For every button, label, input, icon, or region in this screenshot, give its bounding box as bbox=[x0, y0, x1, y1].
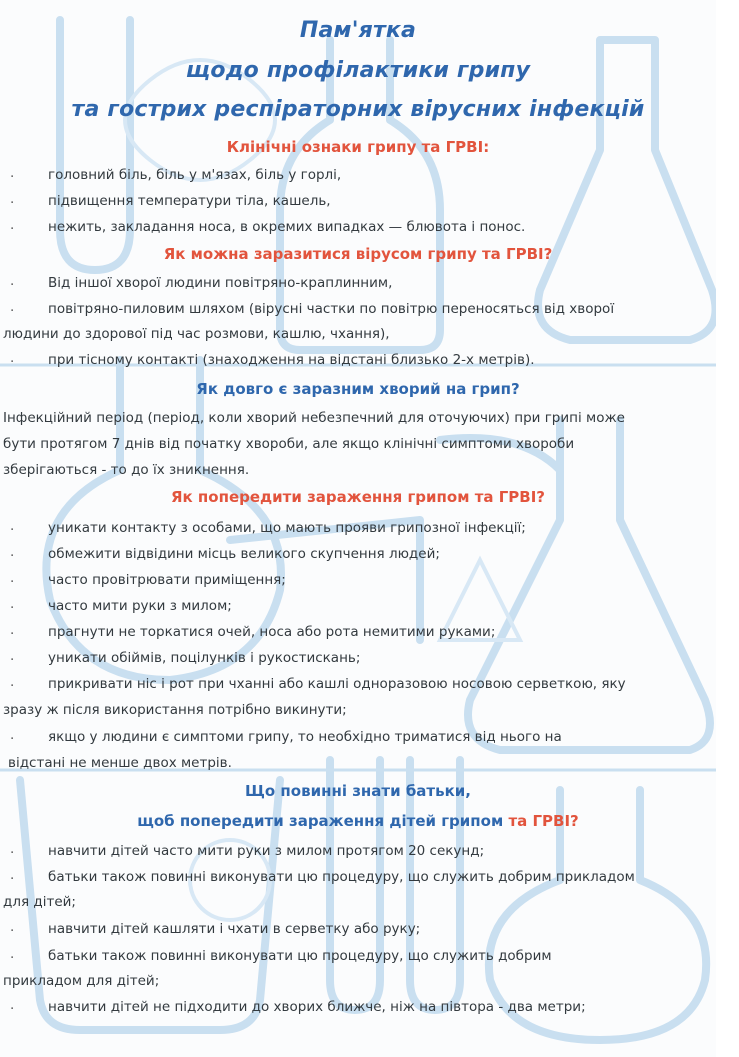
infection-item: повітряно-пиловим шляхом (вірусні частки по повітрю переносяться від хворої bbox=[48, 301, 615, 317]
prevention-item-continuation: відстані не менше двох метрів. bbox=[8, 755, 232, 771]
bullet: · bbox=[10, 574, 15, 590]
bullet: · bbox=[10, 548, 15, 564]
parents-item: навчити дітей не підходити до хворих ближче, ніж на півтора - два метри; bbox=[48, 999, 586, 1015]
heading-symptoms: Клінічні ознаки грипу та ГРВІ: bbox=[226, 138, 490, 156]
period-text-line: Інфекційний період (період, коли хворий небезпечний для оточуючих) при грипі може bbox=[3, 410, 625, 426]
bullet: · bbox=[10, 652, 15, 668]
infection-item-continuation: людини до здорової під час розмови, кашлю, чхання), bbox=[3, 326, 390, 342]
infection-item: Від іншої хворої людини повітряно-краплинним, bbox=[48, 275, 393, 291]
bullet: · bbox=[10, 731, 15, 747]
prevention-item: прагнути не торкатися очей, носа або рота немитими руками; bbox=[48, 624, 496, 640]
heading-parents-2 bbox=[0, 812, 716, 830]
page-margin bbox=[716, 0, 739, 1057]
heading-parents-2-blue: щоб попередити зараження дітей грипом bbox=[137, 812, 504, 830]
prevention-item: часто провітрювати приміщення; bbox=[48, 572, 286, 588]
parents-item-continuation: для дітей; bbox=[3, 894, 76, 910]
bullet: · bbox=[10, 626, 15, 642]
heading-parents-2-red: та ГРВІ? bbox=[503, 812, 579, 830]
bullet: · bbox=[10, 923, 15, 939]
symptom-item: головний біль, біль у м'язах, біль у горлі, bbox=[48, 167, 342, 183]
bullet: · bbox=[10, 277, 15, 293]
heading-period: Як довго є заразним хворий на грип? bbox=[196, 380, 520, 398]
prevention-item: уникати обіймів, поцілунків і рукостискань; bbox=[48, 650, 361, 666]
bullet: · bbox=[10, 1001, 15, 1017]
prevention-item: якщо у людини є симптоми грипу, то необхідно триматися від нього на bbox=[48, 729, 562, 745]
parents-item: навчити дітей кашляти і чхати в серветку або руку; bbox=[48, 921, 421, 937]
prevention-item: уникати контакту з особами, що мають прояви грипозної інфекції; bbox=[48, 520, 526, 536]
prevention-item-continuation: зразу ж після використання потрібно викинути; bbox=[3, 702, 347, 718]
title-line-3: та гострих респіраторних вірусних інфекцій bbox=[71, 97, 645, 122]
heading-parents-1: Що повинні знати батьки, bbox=[245, 782, 471, 800]
bullet: · bbox=[10, 845, 15, 861]
symptom-item: нежить, закладання носа, в окремих випадках — блювота і понос. bbox=[48, 219, 526, 235]
period-text-line: бути протягом 7 днів від початку хвороби, але якщо клінічні симптоми хвороби bbox=[3, 436, 575, 452]
bullet: · bbox=[10, 195, 15, 211]
prevention-item: часто мити руки з милом; bbox=[48, 598, 232, 614]
bullet: · bbox=[10, 522, 15, 538]
prevention-item: прикривати ніс і рот при чханні або кашлі одноразовою носовою серветкою, яку bbox=[48, 676, 626, 692]
heading-prevention: Як попередити зараження грипом та ГРВІ? bbox=[170, 488, 546, 506]
bullet: · bbox=[10, 678, 15, 694]
parents-item: батьки також повинні виконувати цю процедуру, що служить добрим прикладом bbox=[48, 869, 635, 885]
parents-item-continuation: прикладом для дітей; bbox=[3, 973, 160, 989]
title-line-2: щодо профілактики грипу bbox=[185, 58, 531, 83]
title-line-1: Пам'ятка bbox=[299, 18, 417, 43]
heading-infection: Як можна заразитися вірусом грипу та ГРВІ? bbox=[163, 245, 553, 263]
bullet: · bbox=[10, 221, 15, 237]
bullet: · bbox=[10, 600, 15, 616]
prevention-item: обмежити відвідини місць великого скупчення людей; bbox=[48, 546, 440, 562]
parents-item: навчити дітей часто мити руки з милом протягом 20 секунд; bbox=[48, 843, 485, 859]
bullet: · bbox=[10, 354, 15, 370]
symptom-item: підвищення температури тіла, кашель, bbox=[48, 193, 331, 209]
parents-item: батьки також повинні виконувати цю процедуру, що служить добрим bbox=[48, 948, 552, 964]
bullet: · bbox=[10, 871, 15, 887]
infection-item: при тісному контакті (знаходження на відстані близько 2-х метрів). bbox=[48, 352, 535, 368]
period-text-line: зберігаються - то до їх зникнення. bbox=[3, 462, 250, 478]
bullet: · bbox=[10, 303, 15, 319]
bullet: · bbox=[10, 950, 15, 966]
bullet: · bbox=[10, 169, 15, 185]
